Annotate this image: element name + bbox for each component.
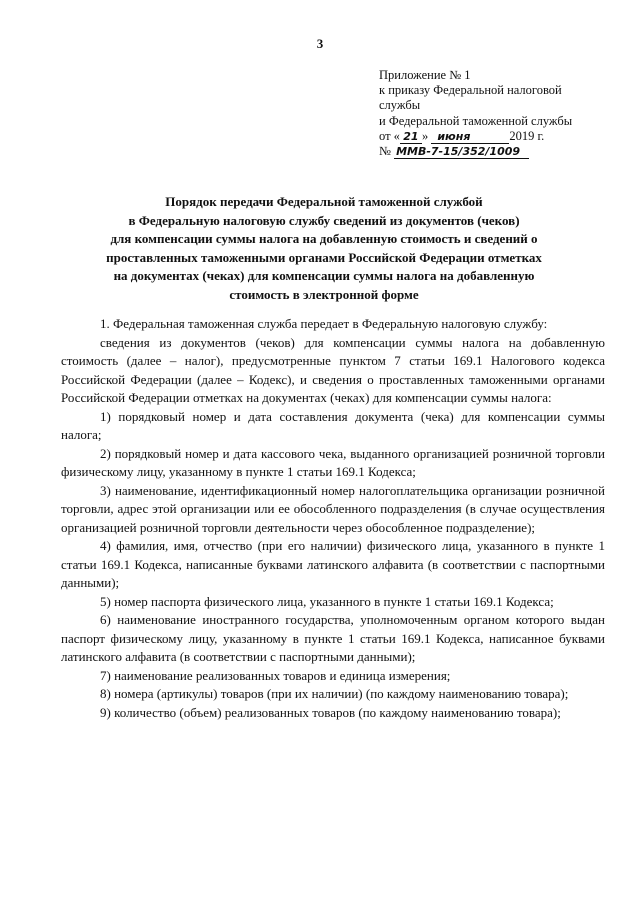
list-item: 2) порядковый номер и дата кассового чека, выданного организацией розничной торговли физическому лицу, указанному в пункте 1 статьи 169.1 Кодекса; <box>61 445 605 479</box>
list-item: 4) фамилия, имя, отчество (при его наличии) физического лица, указанного в пункте 1 статьи 169.1 Кодекса, написанные буквами латинского алфавита (в соответствии с паспортными данными); <box>61 538 605 590</box>
title-line: в Федеральную налоговую службу сведений из документов (чеков) <box>128 212 520 228</box>
date-prefix: от « <box>379 128 400 143</box>
list-item: 6) наименование иностранного государства, уполномоченным органом которого выдан паспорт физическому лицу, указанному в пункте 1 статьи 169.1 Кодекса, написанное буквами латинского алфавита (в соответствии с паспортными данными); <box>61 612 605 664</box>
body-paragraph: 1. Федеральная таможенная служба передает в Федеральную налоговую службу: <box>100 316 548 331</box>
annex-line: службы <box>379 98 421 113</box>
list-item: 9) количество (объем) реализованных товаров (по каждому наименованию товара); <box>100 704 561 720</box>
date-mid: » <box>421 128 429 143</box>
date-year: 2019 г. <box>509 128 545 143</box>
title-line: для компенсации суммы налога на добавленную стоимость и сведений о <box>110 231 538 247</box>
page-number: 3 <box>316 36 324 51</box>
annex-line: Приложение № 1 <box>379 68 471 82</box>
title-line: стоимость в электронной форме <box>229 286 419 302</box>
document-title <box>60 193 588 305</box>
annex-number <box>379 144 609 159</box>
document-body <box>61 315 605 722</box>
list-item: 1) порядковый номер и дата составления документа (чека) для компенсации суммы налога; <box>61 408 605 442</box>
handwritten-month: июня <box>431 131 509 144</box>
body-paragraph: сведения из документов (чеков) для компенсации суммы налога на добавленную стоимость (далее – налог), предусмотренные пунктом 7 статьи 169.1 Налогового кодекса Российской Федерации (далее – Кодекс), и сведения о проставленных таможенными органами Российской Федерации отметках на документах (чеках) для компенсации суммы налога: <box>61 334 605 405</box>
title-line: Порядок передачи Федеральной таможенной службой <box>165 194 483 209</box>
annex-block <box>379 68 609 159</box>
handwritten-day: 21 <box>400 131 422 144</box>
list-item: 8) номера (артикулы) товаров (при их наличии) (по каждому наименованию товара); <box>100 686 569 701</box>
title-line: проставленных таможенными органами Российской Федерации отметках <box>106 249 542 265</box>
title-line: на документах (чеках) для компенсации суммы налога на добавленную <box>113 268 535 284</box>
list-item: 3) наименование, идентификационный номер налогоплательщика организации розничной торговли, адрес этой организации или ее обособленного подразделения (в случае осуществления организацией розничной торговли деятельности через обособленное подразделение); <box>61 482 605 535</box>
annex-line: к приказу Федеральной налоговой <box>379 83 562 98</box>
number-prefix: № <box>379 144 391 159</box>
annex-line: и Федеральной таможенной службы <box>379 113 573 128</box>
handwritten-number: ММВ-7-15/352/1009 <box>394 146 529 159</box>
list-item: 7) наименование реализованных товаров и единица измерения; <box>100 667 451 683</box>
annex-date <box>379 129 609 144</box>
list-item: 5) номер паспорта физического лица, указанного в пункте 1 статьи 169.1 Кодекса; <box>100 593 554 609</box>
